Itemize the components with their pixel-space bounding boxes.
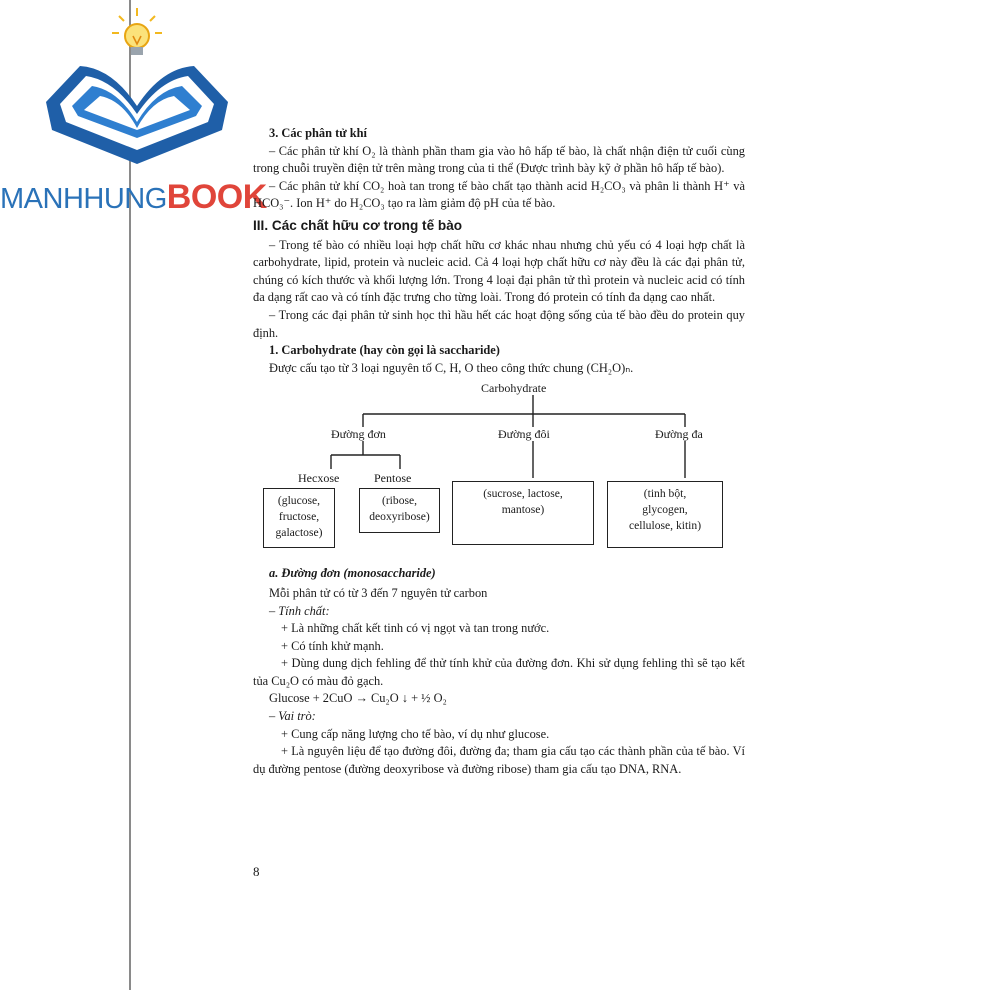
paragraph: Được cấu tạo từ 3 loại nguyên tố C, H, O theo công thức chung (CH₂O)ₙ. — [269, 360, 634, 375]
list-item: + Cung cấp năng lượng cho tế bào, ví dụ như glucose. — [281, 726, 550, 741]
diagram-branch-label: Đường đơn — [331, 427, 386, 442]
carbohydrate-diagram — [253, 377, 745, 565]
section-3-heading: 3. Các phân tử khí — [269, 126, 367, 140]
paragraph: – Trong các đại phân tử sinh học thì hầu hết các hoạt động sống của tế bào đều do protein quy định. — [253, 307, 745, 340]
diagram-box-pentose: (ribose, deoxyribose) — [359, 488, 440, 533]
list-item: + Có tính khử mạnh. — [281, 638, 384, 653]
diagram-box-duong-da: (tinh bột, glycogen, cellulose, kitin) — [607, 481, 723, 548]
list-item: + Dùng dung dịch fehling để thử tính khử của đường đơn. Khi sử dụng fehling thì sẽ tạo kết tủa Cu₂O có màu đỏ gạch. — [253, 656, 745, 688]
diagram-branch-label: Đường đôi — [498, 427, 550, 442]
subsection-a-heading: a. Đường đơn (monosaccharide) — [269, 566, 436, 581]
vai-tro-label: – Vai trò: — [269, 709, 316, 724]
diagram-box-hecxose: (glucose, fructose, galactose) — [263, 488, 335, 548]
equation: Glucose + 2CuO → Cu₂O ↓ + ½ O₂ — [269, 691, 447, 706]
diagram-root-label: Carbohydrate — [481, 381, 547, 396]
page-number: 8 — [253, 864, 260, 879]
tinh-chat-label: – Tính chất: — [269, 603, 330, 618]
page-content — [253, 125, 745, 778]
subsection-heading: 1. Carbohydrate (hay còn gọi là saccharide) — [269, 343, 500, 358]
brand-name: MANHHUNGBOOK — [0, 178, 267, 216]
paragraph: Mỗi phân tử có từ 3 đến 7 nguyên tử carbon — [269, 585, 488, 600]
diagram-branch-label: Đường đa — [655, 427, 703, 442]
section-iii-heading: III. Các chất hữu cơ trong tế bào — [253, 217, 463, 233]
paragraph: – Các phân tử khí CO₂ hoà tan trong tế bào chất tạo thành acid H₂CO₃ và phân li thành H⁺ và HCO₃⁻. Ion H⁺ do H₂CO₃ tạo ra làm giảm độ pH của tế bào. — [253, 178, 745, 211]
diagram-box-duong-doi: (sucrose, lactose, mantose) — [452, 481, 594, 545]
list-item: + Là nguyên liệu để tạo đường đôi, đường đa; tham gia cấu tạo các thành phần của tế bào. Ví dụ đường pentose (đường deoxyribose và đường ribose) tham gia cấu tạo DNA, RNA. — [253, 744, 745, 776]
book-lightbulb-icon — [40, 6, 240, 181]
diagram-sub-label: Pentose — [374, 471, 412, 486]
paragraph: – Trong tế bào có nhiều loại hợp chất hữu cơ khác nhau nhưng chủ yếu có 4 loại hợp chất là carbohydrate, lipid, protein và nucleic acid. Cả 4 loại hợp chất hữu cơ này đều là các đại phân tử, chúng có kích thước và khối lượng lớn. Trong 4 loại đại phân tử thì protein và nucleic acid có tính đa dạng rất cao và có tính đặc trưng cho từng loài. Trong đó protein có tính đa dạng cao nhất. — [253, 237, 745, 305]
list-item: + Là những chất kết tinh có vị ngọt và tan trong nước. — [281, 621, 550, 636]
paragraph: – Các phân tử khí O₂ là thành phần tham gia vào hô hấp tế bào, là chất nhận điện tử cuối cùng trong chuỗi truyền điện tử trên màng trong của ti thể (Được trình bày kỹ ở phần hô hấp tế bào). — [253, 143, 745, 176]
diagram-sub-label: Hecxose — [298, 471, 340, 486]
